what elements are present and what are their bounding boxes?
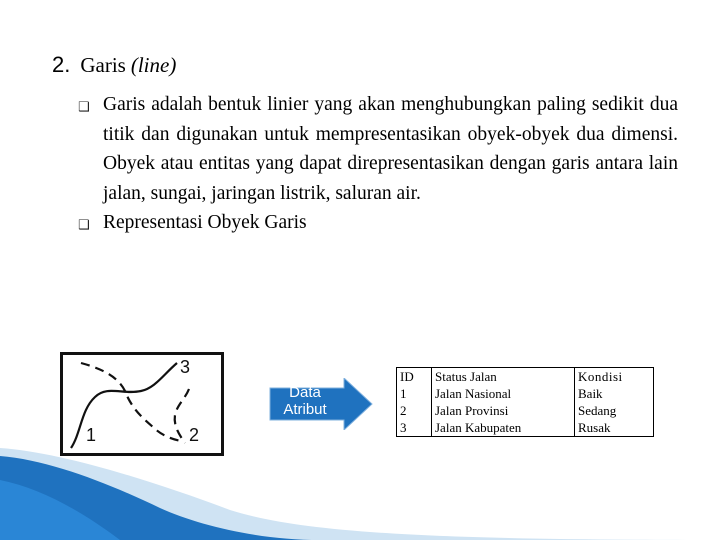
arrow-label-line-1: Data	[289, 384, 321, 401]
cell-status: Jalan Provinsi	[432, 402, 575, 419]
heading-title: Garis	[80, 53, 126, 77]
bullet-item-definition	[78, 90, 678, 208]
table-row	[397, 419, 654, 437]
cell-status: Jalan Nasional	[432, 385, 575, 402]
cell-kondisi: Rusak	[575, 419, 654, 437]
bullet-marker-icon: ❑	[78, 100, 90, 115]
cell-kondisi: Baik	[575, 385, 654, 402]
cell-id: 3	[397, 419, 432, 437]
bullet-marker-icon: ❑	[78, 218, 90, 233]
decorative-wave	[0, 440, 720, 540]
arrow-label	[258, 384, 352, 418]
cell-status: Jalan Kabupaten	[432, 419, 575, 437]
bullet-item-representation	[78, 208, 678, 238]
table-header-row	[397, 368, 654, 386]
arrow-label-line-2: Atribut	[283, 401, 327, 418]
bullet-text: Garis adalah bentuk linier yang akan menghubungkan paling sedikit dua titik dan digunakan untuk mempresentasikan obyek-obyek dua dimensi. Obyek atau entitas yang dapat direpresentasikan dengan garis antara lain jalan, sungai, jaringan listrik, saluran air.	[103, 94, 678, 204]
table-row	[397, 402, 654, 419]
table-row	[397, 385, 654, 402]
column-header-status: Status Jalan	[432, 368, 575, 386]
cell-kondisi: Sedang	[575, 402, 654, 419]
map-label-3: 3	[180, 357, 191, 377]
bullet-list	[78, 90, 678, 238]
map-label-1: 1	[86, 425, 97, 445]
bullet-text: Representasi Obyek Garis	[103, 212, 307, 233]
attribute-table	[396, 367, 654, 437]
map-label-2: 2	[189, 425, 200, 445]
slide-heading	[52, 52, 176, 78]
column-header-id: ID	[397, 368, 432, 386]
heading-number: 2.	[52, 52, 71, 77]
column-header-kondisi: Kondisi	[575, 368, 654, 386]
cell-id: 1	[397, 385, 432, 402]
heading-title-paren: (line)	[130, 53, 177, 77]
dashed-line-3-2	[175, 389, 189, 443]
cell-id: 2	[397, 402, 432, 419]
data-attribute-arrow	[258, 378, 374, 430]
